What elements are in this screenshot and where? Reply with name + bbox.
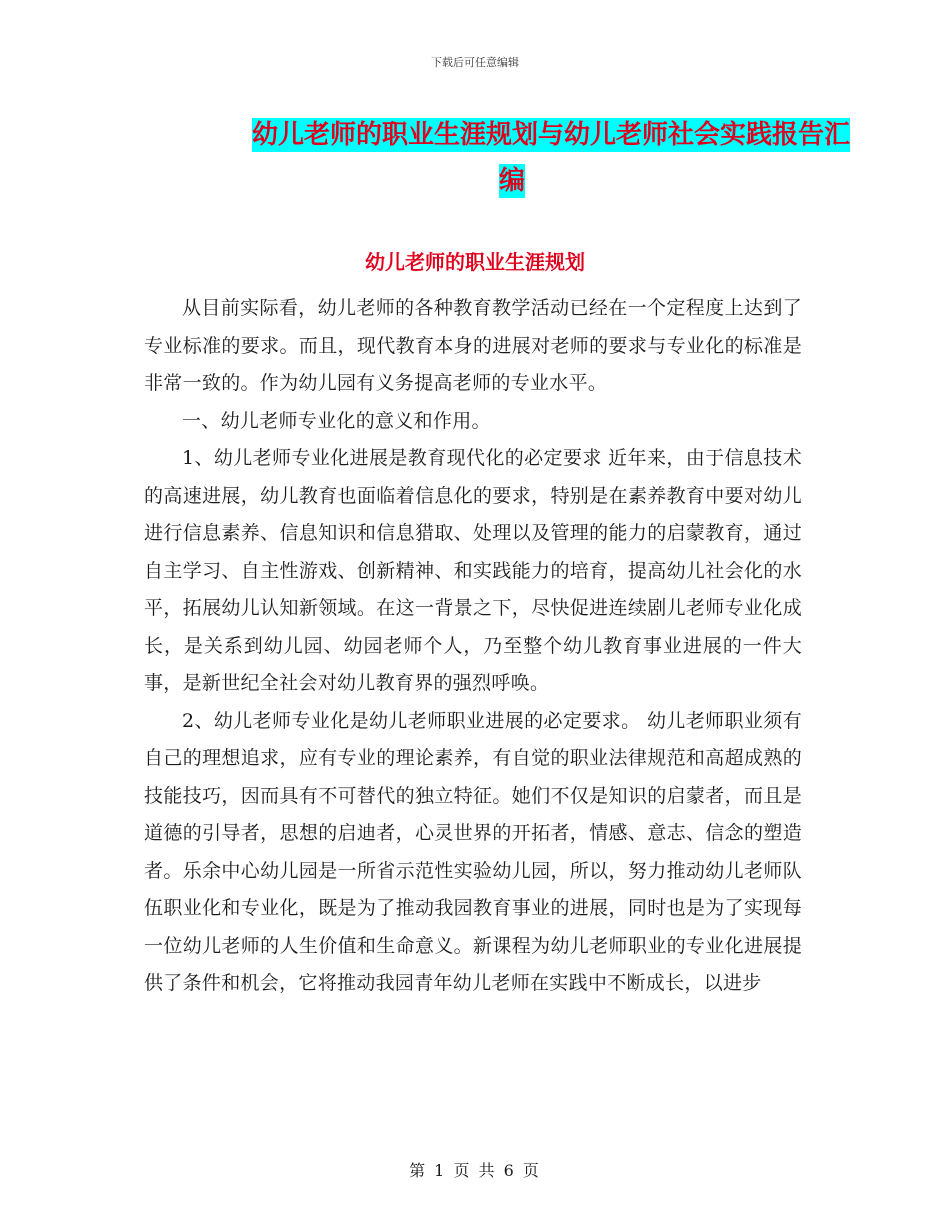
paragraph: 1、幼儿老师专业化进展是教育现代化的必定要求 近年来，由于信息技术的高速进展，幼儿教育也面临着信息化的要求，特别是在素养教育中要对幼儿进行信息素养、信息知识和信息猎取、处理以及管理的能力的启蒙教育，通过自主学习、自主性游戏、创新精神、和实践能力的培育，提高幼儿社会化的水平，拓展幼儿认知新领域。在这一背景之下，尽快促进连续剧儿老师专业化成长，是关系到幼儿园、幼园老师个人，乃至整个幼儿教育事业进展的一件大事，是新世纪全社会对幼儿教育界的强烈呼唤。 — [144, 447, 802, 694]
title-line-2 — [150, 158, 850, 204]
title-line-1 — [150, 112, 850, 158]
paragraph: 2、幼儿老师专业化是幼儿老师职业进展的必定要求。 幼儿老师职业须有自己的理想追求，应有专业的理论素养，有自觉的职业法律规范和高超成熟的技能技巧，因而具有不可替代的独立特征。她们不仅是知识的启蒙者，而且是道德的引导者，思想的启迪者，心灵世界的开拓者，情感、意志、信念的塑造者。乐余中心幼儿园是一所省示范性实验幼儿园，所以，努力推动幼儿老师队伍职业化和专业化，既是为了推动我园教育事业的进展，同时也是为了实现每一位幼儿老师的人生价值和生命意义。新课程为幼儿老师职业的专业化进展提供了条件和机会，它将推动我园青年幼儿老师在实践中不断成长，以进步 — [144, 709, 802, 994]
paragraph: 一、幼儿老师专业化的意义和作用。 — [182, 409, 491, 432]
page-footer: 第 1 页 共 6 页 — [409, 1161, 541, 1180]
section-title: 幼儿老师的职业生涯规划 — [365, 250, 585, 274]
title-line-2-text: 编 — [498, 166, 525, 196]
title-line-1-text: 幼儿老师的职业生涯规划与幼儿老师社会实践报告汇 — [251, 120, 850, 150]
paragraph: 从目前实际看，幼儿老师的各种教育教学活动已经在一个定程度上达到了专业标准的要求。而且，现代教育本身的进展对老师的要求与专业化的标准是非常一致的。作为幼儿园有义务提高老师的专业水平。 — [144, 297, 802, 394]
body-text — [144, 290, 802, 1003]
document-title — [150, 112, 850, 204]
header-note: 下载后可任意编辑 — [431, 56, 519, 69]
